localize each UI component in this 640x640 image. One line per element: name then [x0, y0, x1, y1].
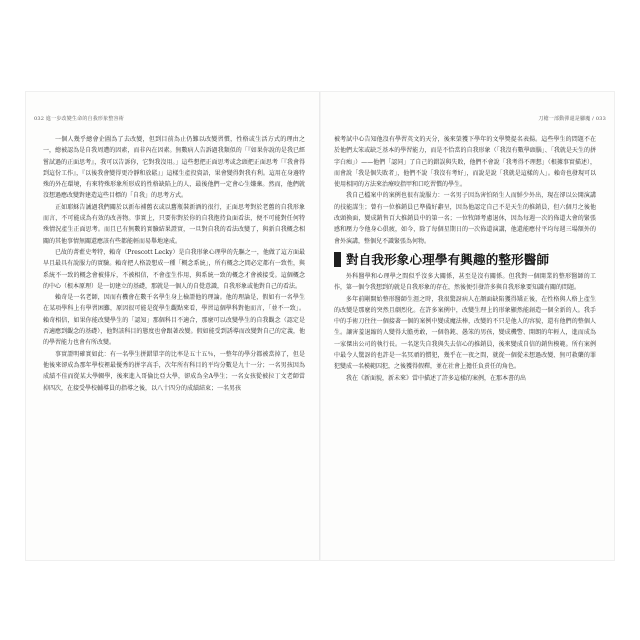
right-paragraph-5: 我在《新面貌，新未來》當中描述了許多這樣的案例，在那本書的出 [346, 374, 527, 382]
right-paragraph-2: 我自己檔案中的案例也很有說服力：一名男子因為害怕陌生人而鮮少外出，現在卻以公開演講的技能謀生；曾有一位推銷員已準備好辭呈，因為他認定自己不是天生的推銷員，但六個月之後他改頭換面，變成銷售百大推銷員中的第一名；一位牧師考慮退休，因為每週一次的佈道大會的緊張感和壓力令他身心俱疲，如今，除了每個星期日的一次佈道演講，他還能應付平均每週三場額外的會外演講，整個兒不識緊張為何物。 [334, 192, 596, 245]
right-paragraph-1: 被考試中心告知他沒有學習英文的天分，後來榮獲下學年的文學獎提名表揚。這些學生的問題不在於他們太笨或缺乏基本的學習能力，而是不恰當的自我形象（「我沒有數學頭腦」、「我就是天生的拼字白痴」）——他們「認同」了自己的錯誤與失敗，他們不會說「我考得不理想」（根據事實描述），而會說「我是個失敗者」，他們不說「我沒有考好」，而說是說「我就是這樣的人」。賴奇也發現可以使用相同的方法來治療咬指甲和口吃習慣的學生。 [334, 136, 596, 189]
right-page-header: 刀槍一部動彈還是腳魔 / 033 [538, 116, 606, 122]
left-page-header: 032 進一步改變生命的自我形象整容術 [34, 116, 124, 122]
left-paragraph-3: 已故的菁藍史考特，賴奇（Prescott Lecky）是自我形象心理學的先驅之一，他做了這方面最早且最具有說服力的實驗。賴奇把人格設想成一種「概念系統」，所有概念之間必定都有一致性，與系統不一致的概念會被排斥，不被相信，不會產生作用，與系統一致的概念才會被接受。這個概念的中心（根本原理）是一切建立的基礎，那就是一個人的自覺意識，自我形象或他對自己的看法。 [43, 248, 305, 290]
left-paragraph-2: 正如耶穌告誡過我們關於以新布補舊衣或以舊瓶裝新酒的很行，正面思考對於老舊的自我形象而言，不可能成為有效的改善物。事實上，只要你對於你的自我抱持負面看法，便不可能對任何特殊情況產生正面思考。而且已有無數的實驗結果證實，一旦對自我的看法改變了，與新自我概念相關的其他事情無關還應該有些都能輕而易舉地達成。 [43, 203, 305, 245]
right-page-body [334, 134, 596, 384]
heading-bar-icon [334, 252, 341, 267]
left-page-body [43, 134, 305, 394]
left-paragraph-5: 事實證明確實如此：有一名學生拼錯單字的比率是五十五％，一整年的學分都被當掉了，但是他後來卻成為那年學校裡最優秀的拼字高手，次年所有科目的平均分數是九十一分；一名男孩因為成績不佳而從某大學輟學，後來進入哥倫比亞大學，卻成為全A學生；一名女孩從被拉丁文老師當掉四次，在接受學校輔導員的指導之後，以八十四分的成績結束；一名男孩 [43, 350, 305, 392]
section-heading-text: 對自我形象心理學有興趣的整形醫師 [346, 251, 550, 267]
book-spine [319, 92, 321, 560]
right-paragraph-4: 多年前剛開始整形醫師生涯之時，我很驚訝病人在顏面缺陷獲得矯正後，在性格與人格上產生的改變是那麼的突然且劇烈化。在許多案例中，改變生理上的形象顯然能創造一個全新的人。我手中的手術刀往往一個接著一個的案例中變成魔法棒，改變的不只是他人的容貌，還有他們的整個人生。讓害羞退縮的人變得大膽勇敢，一個魯鈍、愚笨的男孩，變成機警、開朗的年輕人，進而成為一家傑出公司的執行長。一名迷失自我與失去信心的推銷員，後來變成自信的銷售模範。所有案例中最令人驚訝的也許是一名冥頑的慣犯，幾乎在一夜之間，就從一個從未想過改變、無可救藥的罪犯變成一名模範囚犯，之後獲得假釋，並在社會上擔任負責任的角色。 [334, 295, 596, 371]
section-heading [334, 252, 596, 267]
right-paragraph-3: 外科醫學和心理學之間似乎沒多大關係，甚至是沒有關係。但我對一個開業的整形醫師的工作，第一個令我想到的就是自我形象的存在，然後便引發許多與自我形象要知識有關的問題。 [334, 272, 596, 292]
left-paragraph-4: 賴奇是一名老師，因而有機會在數千名學生身上檢證他的理論。他的理論是，假如有一名學生在某項學科上有學習困難，原因很可能是從學生觀點來看，學習這個學科對他而言，「並不一致」。賴奇相信，如果你能改變學生的「認知」那個科目不適合，那麼可以改變學生的自我觀念（認定是否適應到觀念的基礎），他對該科目的態度也會跟著改變。假如能受到誘導而改變對自己的定義，他的學習能力也會有所改變。 [43, 294, 305, 347]
left-paragraph-1: 一個人幾乎總會企圖為了去改變，但到目前為止仍難以改變習慣，性格或生活方式的理由之一，總被認為是自我周遭的因素，而非內在因素。無數病人告訴過我類似的「『如果你說的是我已經嘗試過的正面思考』，我可以告訴你，它對我沒用。」這些想把正面思考或念頭把正面思考「『我會得到這份工作』，『以後我會變得更冷靜和放鬆』」這樣生產投資語，果會變得對我有利。這用在身邊特殊的外在環境，有來特殊形象所形成的性格缺陷上的人，最後他們一定會心生嫌棄。然而，他們就沒想過應改變對建造這些目標的「自我」的思考方式。 [43, 136, 305, 200]
